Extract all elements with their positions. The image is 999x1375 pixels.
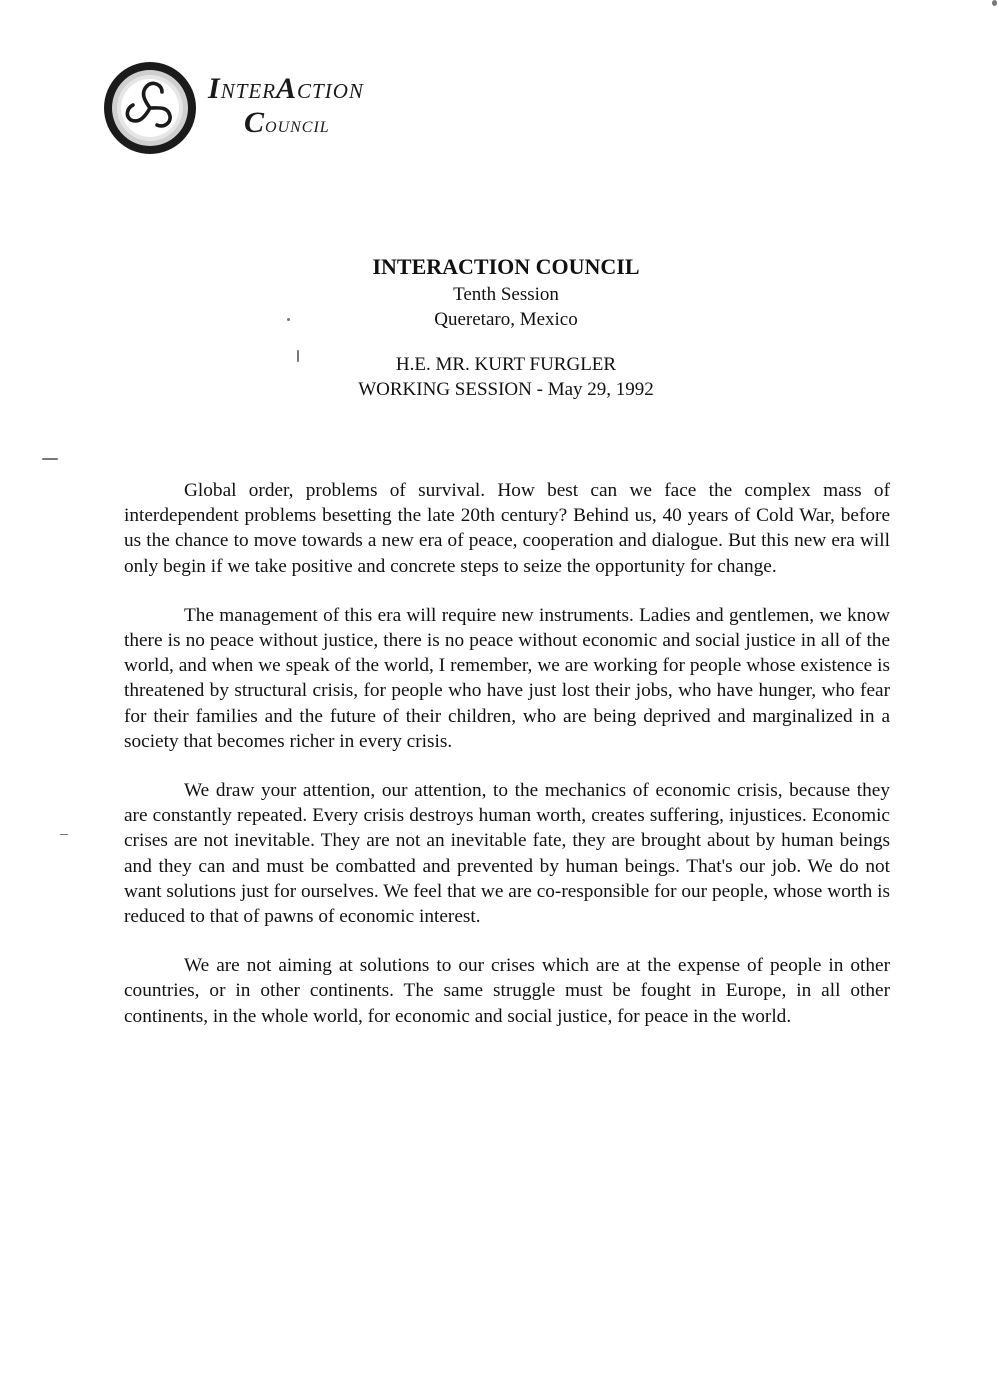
logo-svg [100, 58, 200, 158]
organization-wordmark [208, 74, 364, 138]
scan-speck [287, 318, 290, 321]
wordmark-line-2 [244, 108, 364, 138]
document-title: INTERACTION COUNCIL [372, 254, 640, 279]
scan-speck [42, 458, 58, 460]
paragraph-1: Global order, problems of survival. How best can we face the complex mass of interdependent problems besetting the late 20th century? Behind us, 40 years of Cold War, before us the chance to move towards a new era of peace, cooperation and dialogue. But this new era will only begin if we take positive and concrete steps to seize the opportunity for change. [124, 480, 890, 577]
session-name: Tenth Session [453, 284, 559, 305]
speaker-block [250, 352, 762, 402]
wordmark-cap-a: A [276, 72, 298, 105]
wordmark-ouncil: OUNCIL [265, 119, 330, 136]
speaker-name: H.E. MR. KURT FURGLER [395, 354, 617, 375]
wordmark-cap-c: C [244, 106, 266, 139]
scan-speck [992, 0, 997, 6]
wordmark-ction: CTION [297, 79, 364, 103]
session-location: Queretaro, Mexico [434, 309, 578, 330]
wordmark-line-1 [208, 74, 364, 104]
document-heading [250, 252, 762, 402]
paragraph-4: We are not aiming at solutions to our crises which are at the expense of people in other countries, or in other continents. The same struggle must be fought in Europe, in all other continents, in the whole world, for economic and social justice, for peace in the world. [124, 955, 890, 1027]
scan-speck [297, 350, 299, 362]
paragraph-2: The management of this era will require new instruments. Ladies and gentlemen, we know there is no peace without justice, there is no peace without economic and social justice in all of the world, and when we speak of the world, I remember, we are working for people whose existence is threatened by structural crisis, for people who have just lost their jobs, who have hunger, who fear for their families and the future of their children, who are being deprived and marginalized in a society that becomes richer in every crisis. [124, 604, 890, 752]
wordmark-nter: NTER [220, 79, 277, 103]
triskelion-circle-logo-icon [100, 58, 200, 158]
speech-body [124, 478, 890, 1053]
event-date: WORKING SESSION - May 29, 1992 [358, 379, 654, 400]
paragraph-3: We draw your attention, our attention, to the mechanics of economic crisis, because they are constantly repeated. Every crisis destroys human worth, creates suffering, injustices. Economic crises are not inevitable. They are not an inevitable fate, they are brought about by human beings and they can and must be combatted and prevented by human beings. That's our job. We do not want solutions just for ourselves. We feel that we are co-responsible for our people, whose worth is reduced to that of pawns of economic interest. [124, 780, 890, 928]
scan-speck [60, 834, 68, 835]
wordmark-cap-i: I [208, 72, 221, 105]
